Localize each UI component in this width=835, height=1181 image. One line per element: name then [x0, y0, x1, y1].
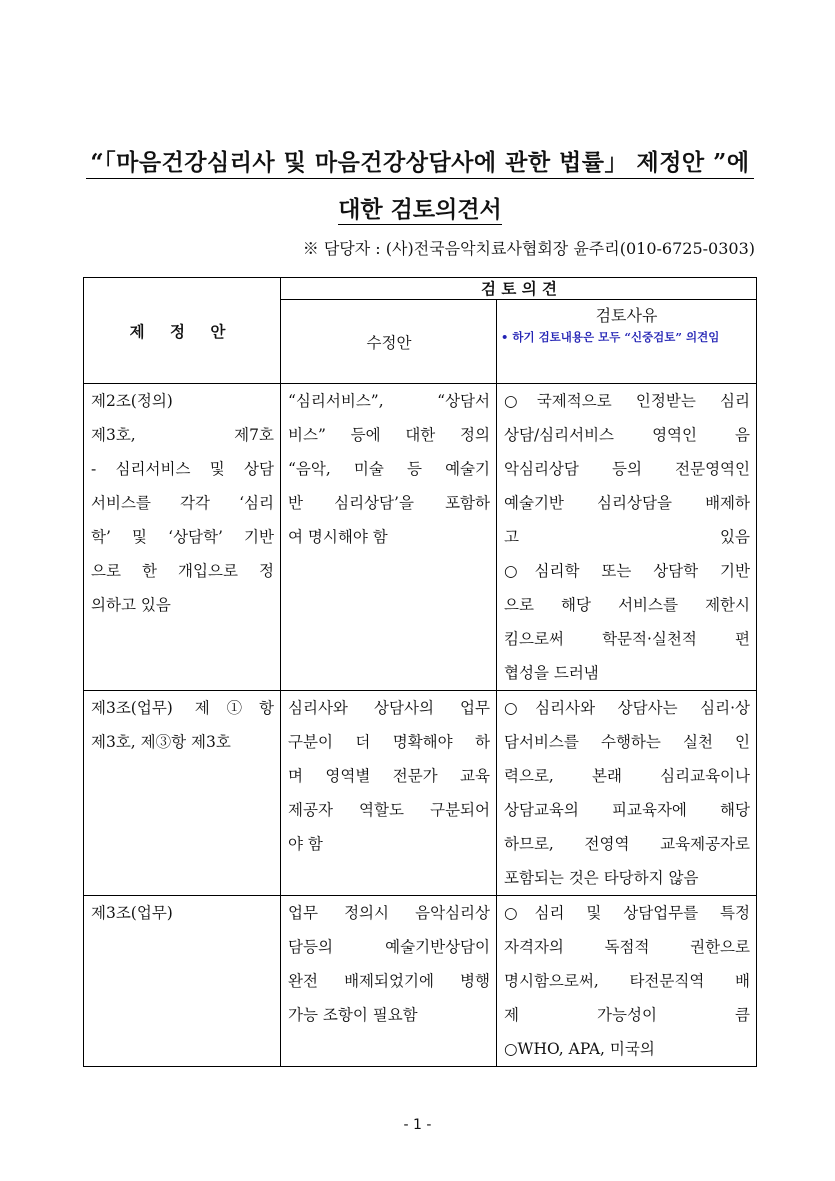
cell-text-line: 상담교육의 피교육자에 해당 [504, 801, 750, 819]
header-revision: 수정안 [281, 300, 497, 384]
cell-revision [281, 691, 497, 896]
header-reason-note: • 하기 검토내용은 모두 “신중검토” 의견임 [501, 330, 720, 344]
page-number: - 1 - [403, 1117, 432, 1133]
cell-reason [497, 384, 757, 691]
cell-text-line: 담서비스를 수행하는 실천 인 [504, 733, 750, 751]
table-row [84, 691, 757, 896]
cell-text-line: 여 명시해야 함 [288, 528, 388, 546]
table-body [84, 384, 757, 1067]
cell-text-line: 제3호, 제7호 [91, 426, 274, 444]
cell-proposal [84, 896, 281, 1067]
header-proposal: 제 정 안 [84, 278, 281, 384]
cell-text-line: “음악, 미술 등 예술기 [288, 460, 490, 478]
cell-text-line: 으로 해당 서비스를 제한시 [504, 596, 750, 614]
cell-reason [497, 691, 757, 896]
cell-text-line: 가능 조항이 필요함 [288, 1006, 418, 1024]
cell-text-line: 제3조(업무) [91, 904, 173, 922]
header-reason-label: 검토사유 [595, 306, 658, 325]
document-title-line1: “「마음건강심리사 및 마음건강상담사에 관한 법률」 제정안 ”에 [90, 149, 750, 176]
header-reason [497, 300, 757, 384]
cell-revision [281, 896, 497, 1067]
cell-text-line: 야 함 [288, 835, 323, 853]
cell-text-line: 며 영역별 전문가 교육 [288, 767, 490, 785]
cell-text-line: 제공자 역할도 구분되어 [288, 801, 490, 819]
review-table [83, 277, 757, 1067]
cell-text-line: 구분이 더 명확해야 하 [288, 733, 490, 751]
cell-text-line: 악심리상담 등의 전문영역인 [504, 460, 750, 478]
cell-text-line: 력으로, 본래 심리교육이나 [504, 767, 750, 785]
table-row [84, 896, 757, 1067]
cell-text-line: 제3조(업무) 제①항 [91, 699, 274, 717]
cell-text-line: 업무 정의시 음악심리상 [288, 904, 490, 922]
cell-text-line: ○심리사와 상담사는 심리·상 [504, 699, 750, 717]
header-review: 검 토 의 견 [281, 278, 757, 300]
cell-text-line: 심리사와 상담사의 업무 [288, 699, 490, 717]
cell-text-line: 으로 한 개입으로 정 [91, 562, 274, 580]
cell-text-line: 하므로, 전영역 교육제공자로 [504, 835, 750, 853]
cell-text-line: - 심리서비스 및 상담 [91, 460, 274, 478]
cell-text-line: 학’ 및 ‘상담학’ 기반 [91, 528, 274, 546]
cell-text-line: 상담/심리서비스 영역인 음 [504, 426, 750, 444]
cell-text-line: 담등의 예술기반상담이 [288, 938, 490, 956]
cell-text-line: 비스” 등에 대한 정의 [288, 426, 490, 444]
cell-text-line: ○심리학 또는 상담학 기반 [504, 562, 750, 580]
cell-text-line: 완전 배제되었기에 병행 [288, 972, 490, 990]
cell-text-line: 예술기반 심리상담을 배제하 [504, 494, 750, 512]
cell-text-line: 서비스를 각각 ‘심리 [91, 494, 274, 512]
cell-text-line: 자격자의 독점적 권한으로 [504, 938, 750, 956]
cell-text-line: 고 있음 [504, 528, 750, 546]
cell-reason [497, 896, 757, 1067]
cell-text-line: 제3호, 제③항 제3호 [91, 733, 231, 751]
cell-text-line: 명시함으로써, 타전문직역 배 [504, 972, 750, 990]
cell-text-line: 포함되는 것은 타당하지 않음 [504, 869, 699, 887]
cell-proposal [84, 384, 281, 691]
cell-text-line: 반 심리상담’을 포함하 [288, 494, 490, 512]
document-title-line2-text: 대한 검토의견서 [338, 196, 502, 223]
cell-proposal [84, 691, 281, 896]
cell-text-line: 킴으로써 학문적·실천적 편 [504, 630, 750, 648]
cell-text-line: 협성을 드러냄 [504, 664, 599, 682]
cell-text-line: 제2조(정의) [91, 392, 173, 410]
cell-text-line: 의하고 있음 [91, 596, 171, 614]
cell-text-line: 제 가능성이 큼 [504, 1006, 750, 1024]
cell-revision [281, 384, 497, 691]
table-row [84, 384, 757, 691]
cell-text-line: ○국제적으로 인정받는 심리 [504, 392, 750, 410]
contact-info: ※ 담당자 : (사)전국음악치료사협회장 윤주리(010-6725-0303) [302, 239, 755, 258]
cell-text-line: “심리서비스”, “상담서 [288, 392, 490, 410]
cell-text-line: ○심리 및 상담업무를 특정 [504, 904, 750, 922]
cell-text-line: ○WHO, APA, 미국의 [504, 1040, 655, 1058]
title-underline [86, 178, 754, 179]
document-title-line2 [86, 191, 754, 224]
